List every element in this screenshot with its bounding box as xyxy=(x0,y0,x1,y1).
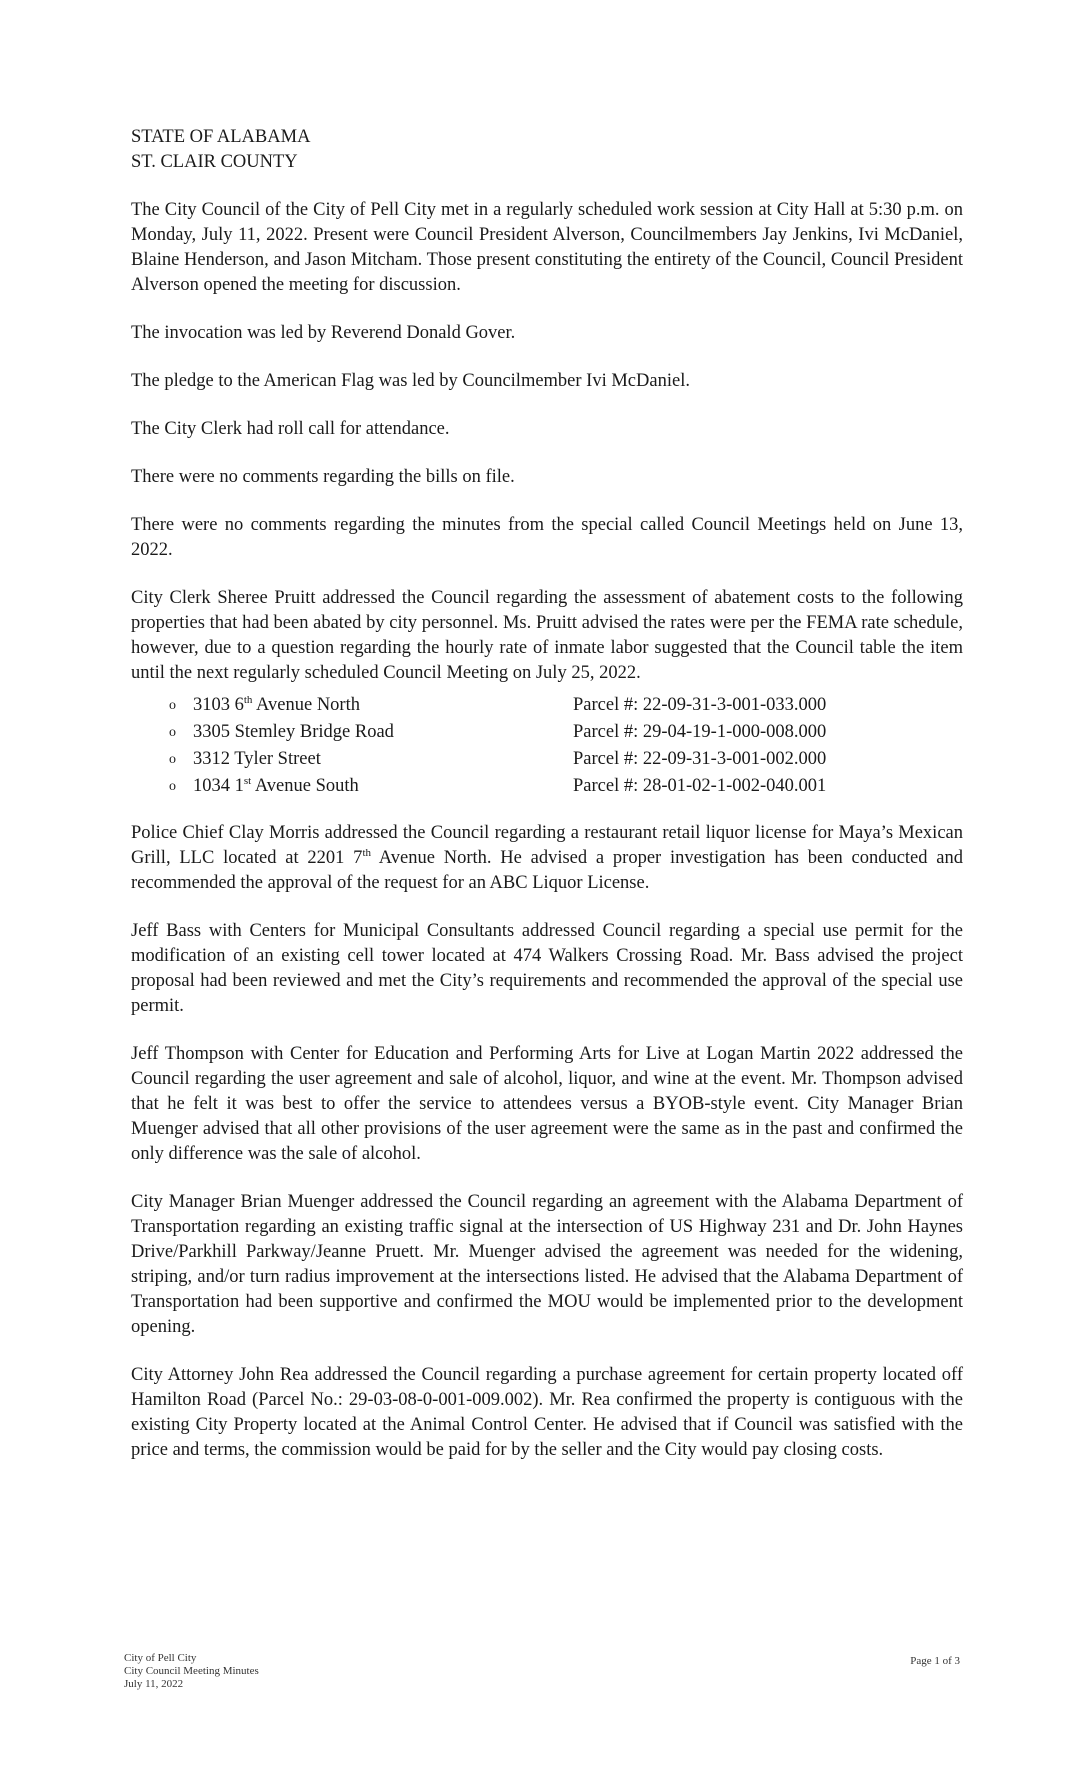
footer-info xyxy=(124,1652,259,1691)
logan-martin-paragraph: Jeff Thompson with Center for Education and Performing Arts for Live at Logan Martin 2022 addressed the Council regarding the user agreement and sale of alcohol, liquor, and wine at the event. Mr. Thompson advised that he felt it was best to offer the service to attendees versus a BYOB-style event. City Manager Brian Muenger advised that all other provisions of the user agreement were the same as in the past and confirmed the only difference was the sale of alcohol. xyxy=(131,1044,963,1164)
list-item xyxy=(131,746,963,773)
opening-paragraph: The City Council of the City of Pell City met in a regularly scheduled work session at City Hall at 5:30 p.m. on Monday, July 11, 2022. Present were Council President Alverson, Councilmembers Jay Jenkins, Ivi McDaniel, Blaine Henderson, and Jason Mitcham. Those present constituting the entirety of the Council, Council President Alverson opened the meeting for discussion. xyxy=(131,200,963,295)
property-address: 3312 Tyler Street xyxy=(193,749,321,769)
list-bullet: o xyxy=(169,725,176,740)
parcel-number: Parcel #: 29-04-19-1-000-008.000 xyxy=(573,722,827,742)
property-address: 1034 1st Avenue South xyxy=(193,774,359,796)
property-list xyxy=(131,692,963,800)
abatement-paragraph: City Clerk Sheree Pruitt addressed the Council regarding the assessment of abatement costs to the following properties that had been abated by city personnel. Ms. Pruitt advised the rates were per the FEMA rate schedule, however, due to a question regarding the hourly rate of inmate labor suggested that the Council table the item until the next regularly scheduled Council Meeting on July 25, 2022. xyxy=(131,588,963,683)
list-item xyxy=(131,692,963,719)
page-number: Page 1 of 3 xyxy=(910,1655,960,1667)
traffic-signal-paragraph: City Manager Brian Muenger addressed the Council regarding an agreement with the Alabama Department of Transportation regarding an existing traffic signal at the intersection of US Highway 231 and Dr. John Haynes Drive/Parkhill Parkway/Jeanne Pruett. Mr. Muenger advised the agreement was needed for the widening, striping, and/or turn radius improvement at the intersections listed. He advised that the Alabama Department of Transportation had been supportive and confirmed the MOU would be implemented prior to the development opening. xyxy=(131,1192,963,1337)
list-item xyxy=(131,773,963,800)
property-address: 3103 6th Avenue North xyxy=(193,693,360,715)
footer-city: City of Pell City xyxy=(124,1652,197,1664)
property-address: 3305 Stemley Bridge Road xyxy=(193,722,394,742)
cell-tower-paragraph: Jeff Bass with Centers for Municipal Consultants addressed Council regarding a special use permit for the modification of an existing cell tower located at 474 Walkers Crossing Road. Mr. Bass advised the project proposal had been reviewed and met the City’s requirements and recommended the approval of the special use permit. xyxy=(131,921,963,1016)
minutes-body xyxy=(131,125,963,1486)
footer-date: July 11, 2022 xyxy=(124,1678,184,1690)
parcel-number: Parcel #: 22-09-31-3-001-033.000 xyxy=(573,695,827,715)
roll-call-paragraph: The City Clerk had roll call for attendance. xyxy=(131,419,450,439)
list-bullet: o xyxy=(169,752,176,767)
parcel-number: Parcel #: 22-09-31-3-001-002.000 xyxy=(573,749,827,769)
purchase-agreement-paragraph: City Attorney John Rea addressed the Council regarding a purchase agreement for certain property located off Hamilton Road (Parcel No.: 29-03-08-0-001-009.002). Mr. Rea confirmed the property is contiguous with the existing City Property located at the Animal Control Center. He advised that if Council was satisfied with the price and terms, the commission would be paid for by the seller and the City would pay closing costs. xyxy=(131,1365,963,1460)
list-item xyxy=(131,719,963,746)
pledge-paragraph: The pledge to the American Flag was led by Councilmember Ivi McDaniel. xyxy=(131,371,690,391)
county-line: ST. CLAIR COUNTY xyxy=(131,152,298,172)
state-line: STATE OF ALABAMA xyxy=(131,127,311,147)
list-bullet: o xyxy=(169,779,176,794)
invocation-paragraph: The invocation was led by Reverend Donald Gover. xyxy=(131,323,516,343)
footer-title: City Council Meeting Minutes xyxy=(124,1665,259,1677)
minutes-paragraph: There were no comments regarding the minutes from the special called Council Meetings held on June 13, 2022. xyxy=(131,515,963,560)
document-heading xyxy=(131,125,963,175)
parcel-number: Parcel #: 28-01-02-1-002-040.001 xyxy=(573,776,827,796)
list-bullet: o xyxy=(169,698,176,713)
liquor-license-paragraph: Police Chief Clay Morris addressed the Council regarding a restaurant retail liquor license for Maya’s Mexican Grill, LLC located at 2201 7th Avenue North. He advised a proper investigation has been conducted and recommended the approval of the request for an ABC Liquor License. xyxy=(131,823,963,893)
bills-paragraph: There were no comments regarding the bills on file. xyxy=(131,467,515,487)
